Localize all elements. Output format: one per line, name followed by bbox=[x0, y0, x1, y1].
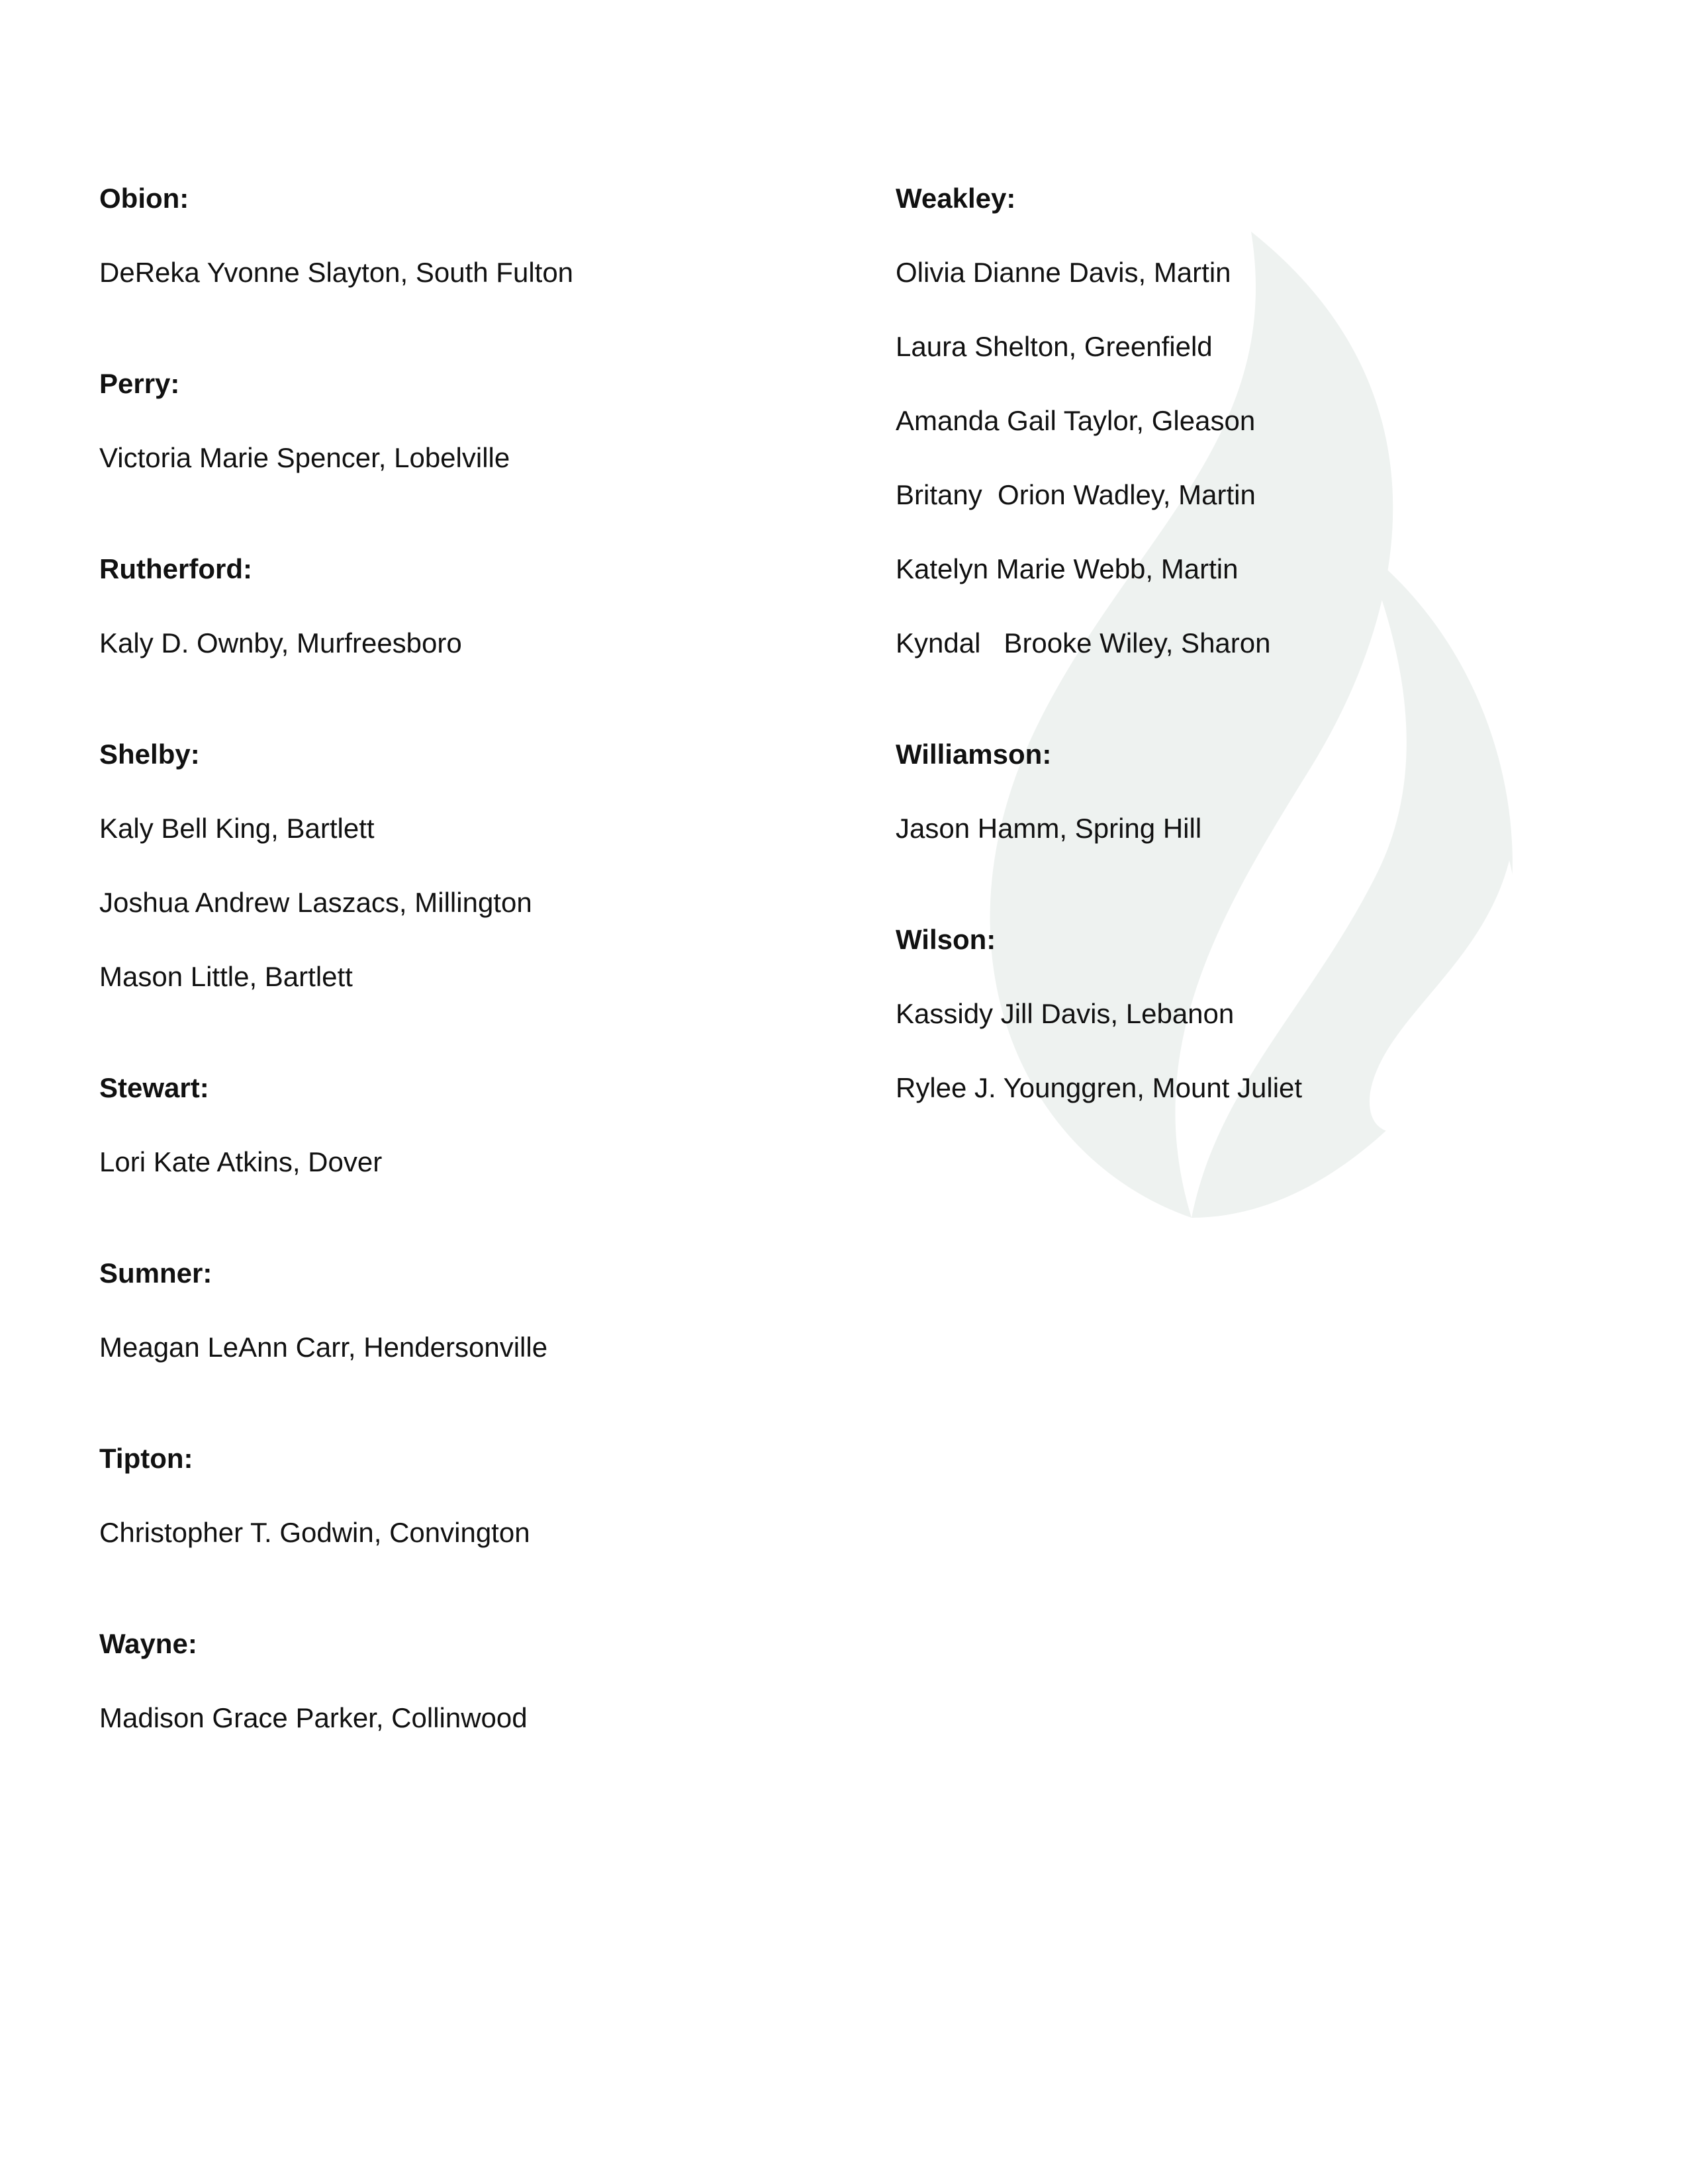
county-section-williamson bbox=[896, 736, 1624, 847]
county-heading: Williamson: bbox=[896, 739, 1052, 770]
honoree-entry: Lori Kate Atkins, Dover bbox=[99, 1146, 383, 1177]
county-section-weakley bbox=[896, 180, 1624, 662]
left-column bbox=[99, 180, 827, 1811]
county-heading: Wilson: bbox=[896, 924, 996, 955]
honoree-entry: Kassidy Jill Davis, Lebanon bbox=[896, 998, 1235, 1029]
county-heading: Shelby: bbox=[99, 739, 200, 770]
honoree-entry: DeReka Yvonne Slayton, South Fulton bbox=[99, 257, 574, 288]
honoree-entry: Victoria Marie Spencer, Lobelville bbox=[99, 442, 510, 473]
right-column bbox=[896, 180, 1624, 1181]
county-section-obion bbox=[99, 180, 827, 291]
honoree-entry: Kyndal Brooke Wiley, Sharon bbox=[896, 627, 1271, 659]
county-heading: Weakley: bbox=[896, 183, 1016, 214]
county-section-wayne bbox=[99, 1625, 827, 1737]
honoree-entry: Laura Shelton, Greenfield bbox=[896, 331, 1213, 362]
honoree-entry: Amanda Gail Taylor, Gleason bbox=[896, 405, 1256, 436]
honoree-entry: Rylee J. Younggren, Mount Juliet bbox=[896, 1072, 1303, 1103]
county-section-tipton bbox=[99, 1440, 827, 1551]
honoree-entry: Jason Hamm, Spring Hill bbox=[896, 813, 1202, 844]
honoree-entry: Britany Orion Wadley, Martin bbox=[896, 479, 1256, 510]
county-heading: Perry: bbox=[99, 368, 180, 399]
honoree-entry: Meagan LeAnn Carr, Hendersonville bbox=[99, 1332, 548, 1363]
county-section-perry bbox=[99, 365, 827, 477]
county-heading: Tipton: bbox=[99, 1443, 193, 1474]
honoree-entry: Katelyn Marie Webb, Martin bbox=[896, 553, 1239, 584]
honoree-entry: Madison Grace Parker, Collinwood bbox=[99, 1702, 528, 1733]
county-section-wilson bbox=[896, 921, 1624, 1107]
county-section-shelby bbox=[99, 736, 827, 995]
honoree-entry: Kaly Bell King, Bartlett bbox=[99, 813, 375, 844]
honoree-entry: Joshua Andrew Laszacs, Millington bbox=[99, 887, 532, 918]
honoree-entry: Mason Little, Bartlett bbox=[99, 961, 353, 992]
honoree-entry: Kaly D. Ownby, Murfreesboro bbox=[99, 627, 462, 659]
county-section-rutherford bbox=[99, 551, 827, 662]
honoree-entry: Christopher T. Godwin, Convington bbox=[99, 1517, 530, 1548]
county-heading: Sumner: bbox=[99, 1257, 212, 1289]
county-heading: Rutherford: bbox=[99, 553, 252, 584]
county-heading: Wayne: bbox=[99, 1628, 197, 1659]
county-heading: Stewart: bbox=[99, 1072, 209, 1103]
county-heading: Obion: bbox=[99, 183, 189, 214]
honoree-entry: Olivia Dianne Davis, Martin bbox=[896, 257, 1231, 288]
county-section-sumner bbox=[99, 1255, 827, 1366]
county-section-stewart bbox=[99, 1069, 827, 1181]
